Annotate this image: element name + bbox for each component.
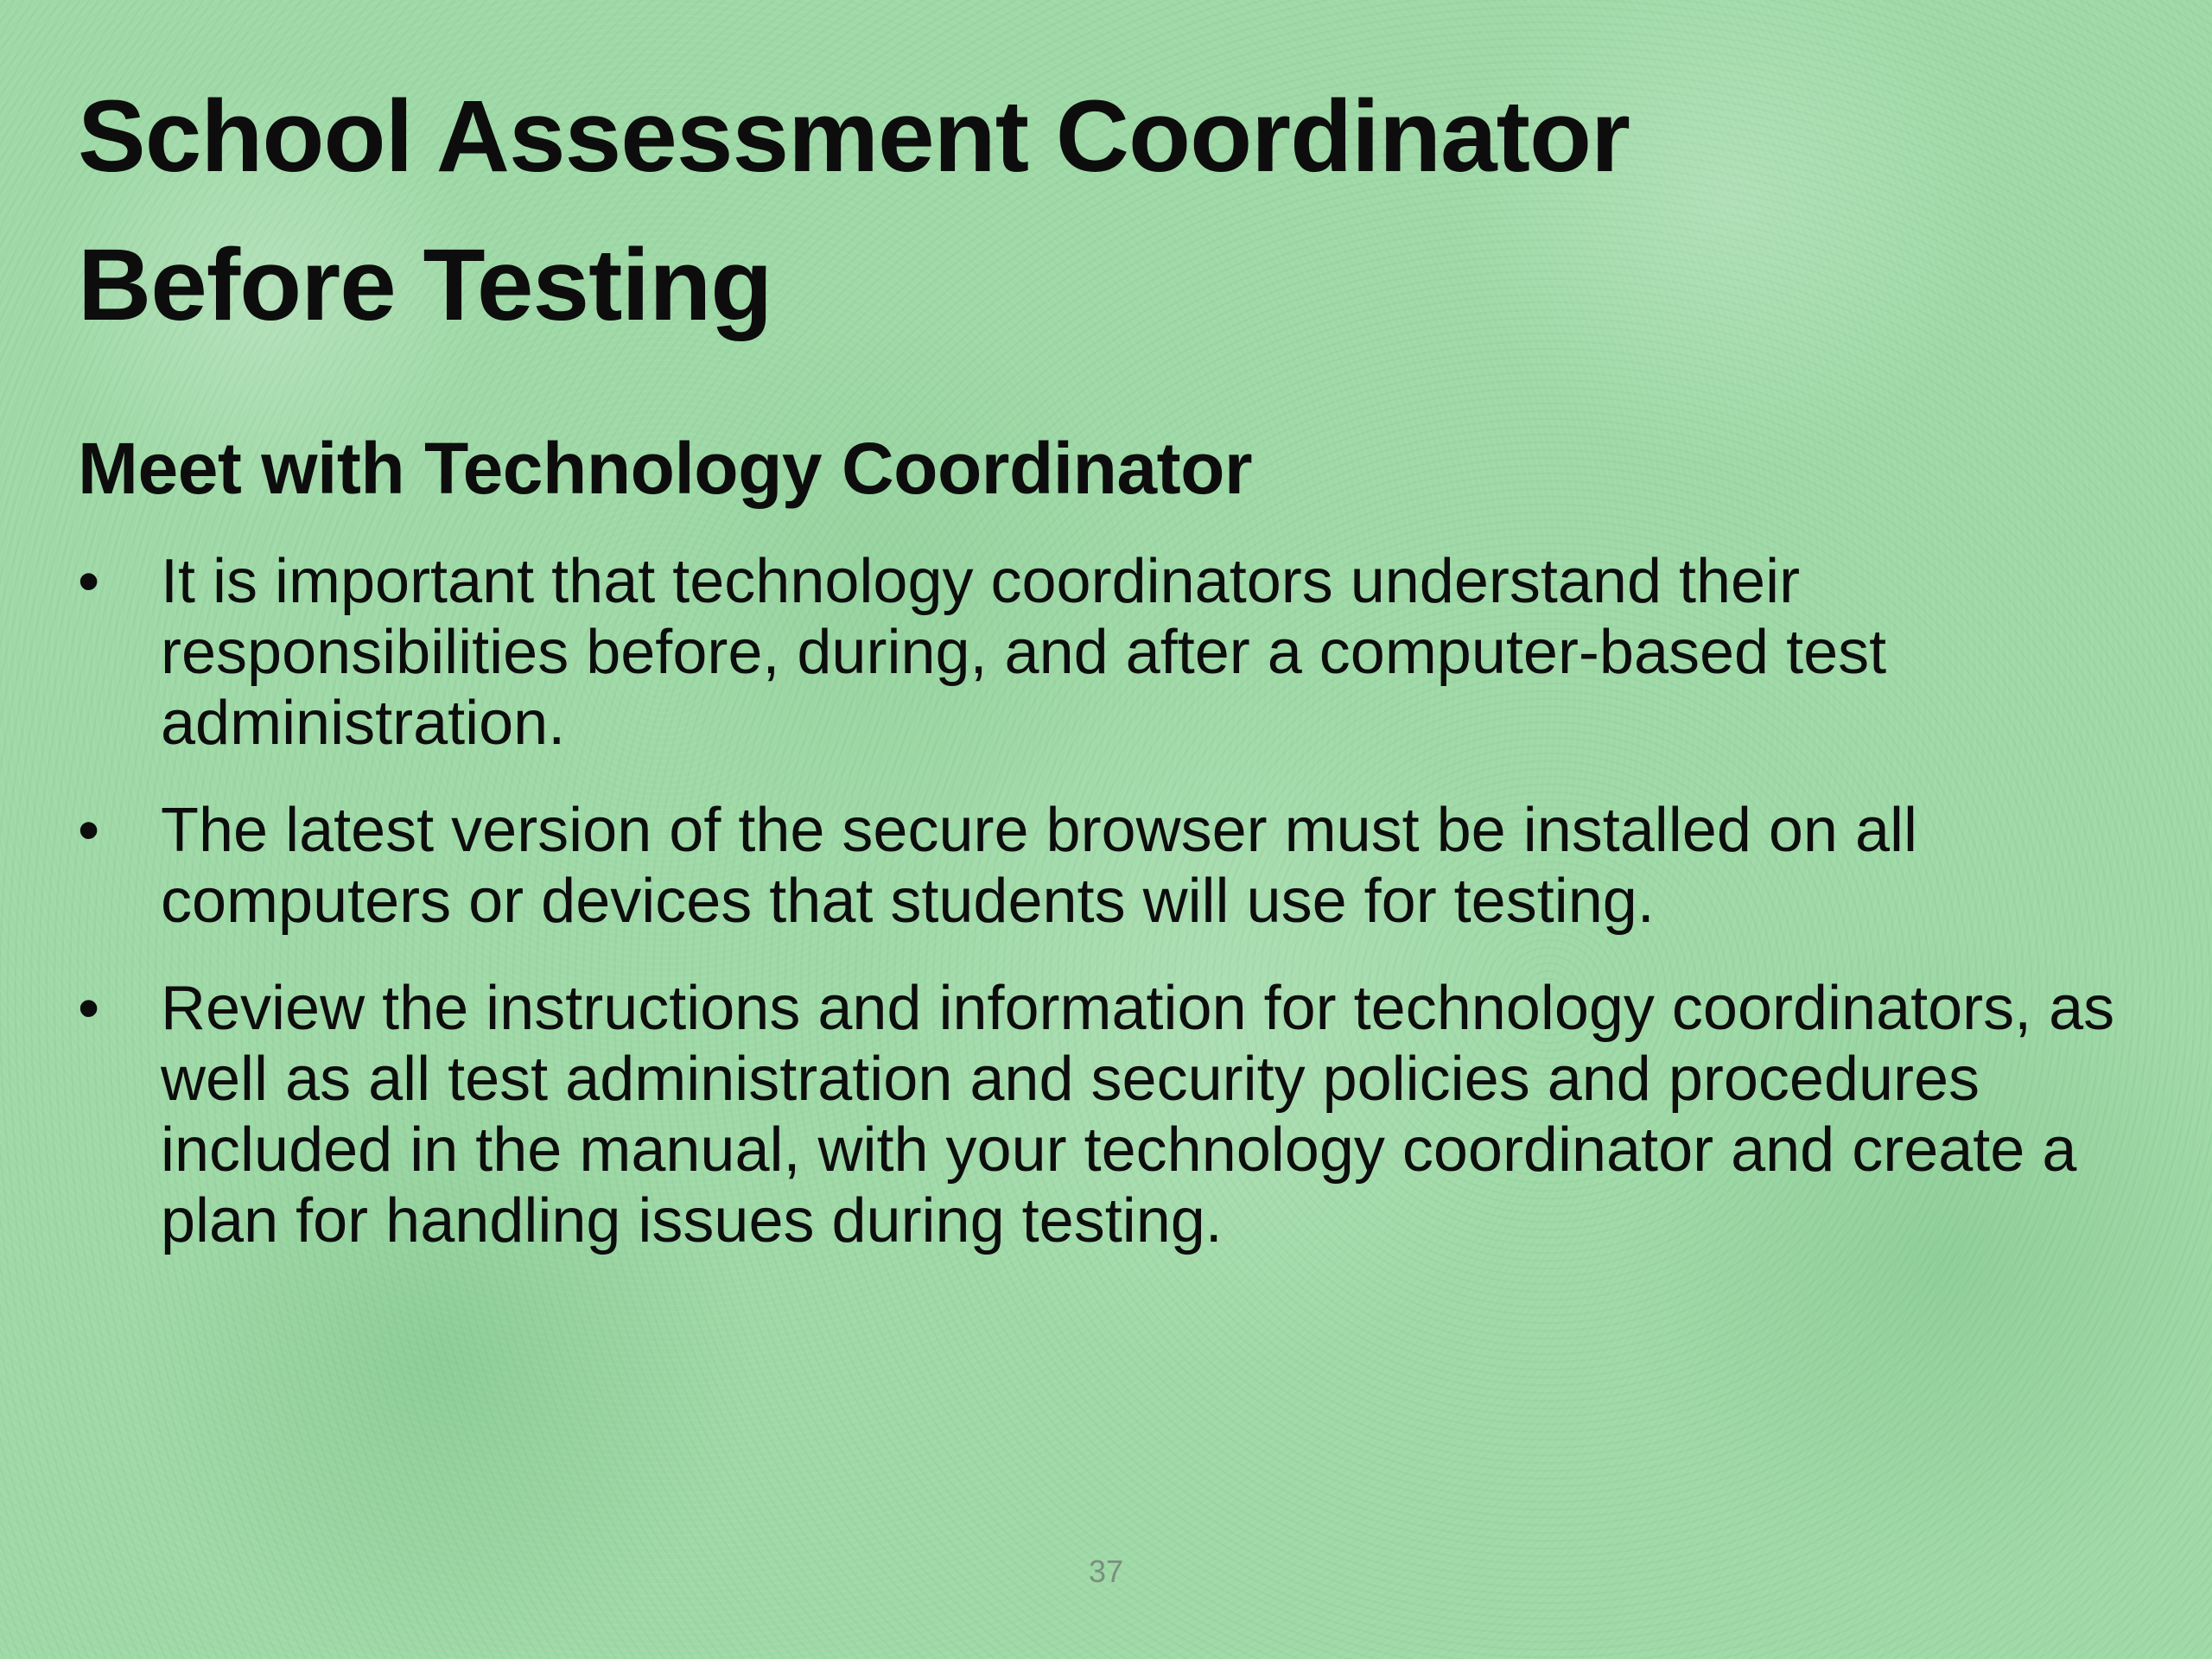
bullet-item	[78, 973, 2134, 1256]
bullet-text: Review the instructions and information for technology coordinators, as well as all test administration and security policies and procedures included in the manual, with your technology coordinator and create a plan for handling issues during testing.	[161, 974, 2115, 1255]
page-number: 37	[1088, 1554, 1124, 1589]
bullet-text: The latest version of the secure browser must be installed on all computers or devices that students will use for testing.	[161, 796, 1918, 936]
slide-title-line-1: School Assessment Coordinator	[78, 79, 1630, 194]
bullet-item	[78, 546, 2134, 759]
bullet-icon: •	[78, 796, 100, 865]
slide-title	[78, 62, 2065, 359]
bullet-text: It is important that technology coordinators understand their responsibilities before, during, and after a computer-based test administration.	[161, 547, 1887, 758]
bullet-icon: •	[78, 974, 100, 1043]
slide-title-line-2: Before Testing	[78, 228, 772, 342]
section-heading: Meet with Technology Coordinator	[78, 428, 1253, 509]
bullet-list	[78, 546, 2134, 1293]
bullet-icon: •	[78, 547, 100, 616]
bullet-item	[78, 795, 2134, 937]
